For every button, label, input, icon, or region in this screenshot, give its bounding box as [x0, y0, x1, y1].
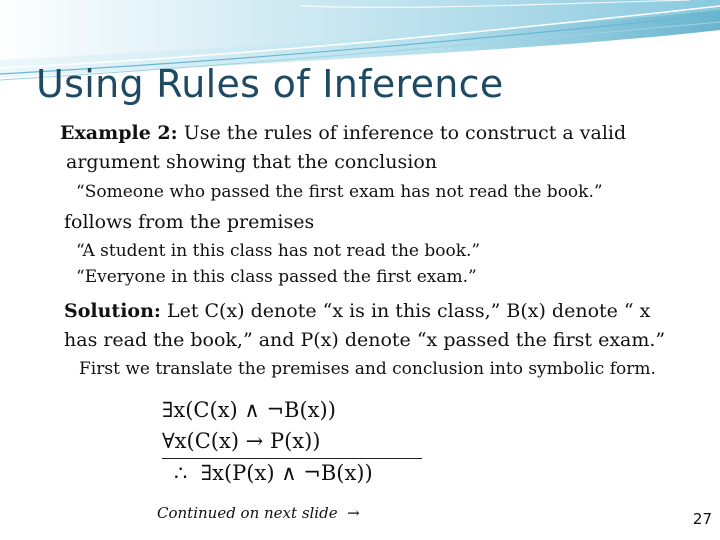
- solution-line-1: [64, 300, 650, 322]
- translate-text: First we translate the premises and conclusion into symbolic form.: [79, 359, 656, 379]
- arrow-right-icon: →: [347, 504, 360, 522]
- example-text-1: Use the rules of inference to construct a valid: [177, 122, 627, 144]
- slide-title: Using Rules of Inference: [36, 62, 504, 106]
- example-line-1: [60, 122, 626, 144]
- inference-rule-line: [162, 458, 422, 459]
- solution-text-1: Let C(x) denote “x is in this class,” B(x) denote “ x: [160, 300, 651, 322]
- page-number: 27: [692, 510, 712, 528]
- solution-line-2: has read the book,” and P(x) denote “x passed the first exam.”: [64, 329, 666, 351]
- solution-label: Solution:: [64, 300, 161, 322]
- continued-note: [157, 504, 360, 522]
- premise-formula-1: ∃x(C(x) ∧ ¬B(x)): [162, 398, 336, 422]
- example-line-2: argument showing that the conclusion: [66, 151, 437, 173]
- premise-2: “Everyone in this class passed the first exam.”: [76, 267, 477, 287]
- continued-text: Continued on next slide: [157, 504, 338, 522]
- example-label: Example 2:: [60, 122, 178, 144]
- conclusion-formula-row: [174, 461, 373, 485]
- therefore-symbol: ∴: [174, 461, 188, 485]
- conclusion-quote: “Someone who passed the first exam has not read the book.”: [76, 182, 603, 202]
- premise-1: “A student in this class has not read the book.”: [76, 241, 481, 261]
- premise-formula-2: ∀x(C(x) → P(x)): [162, 429, 321, 453]
- conclusion-formula: ∃x(P(x) ∧ ¬B(x)): [200, 461, 373, 485]
- follows-text: follows from the premises: [64, 211, 315, 233]
